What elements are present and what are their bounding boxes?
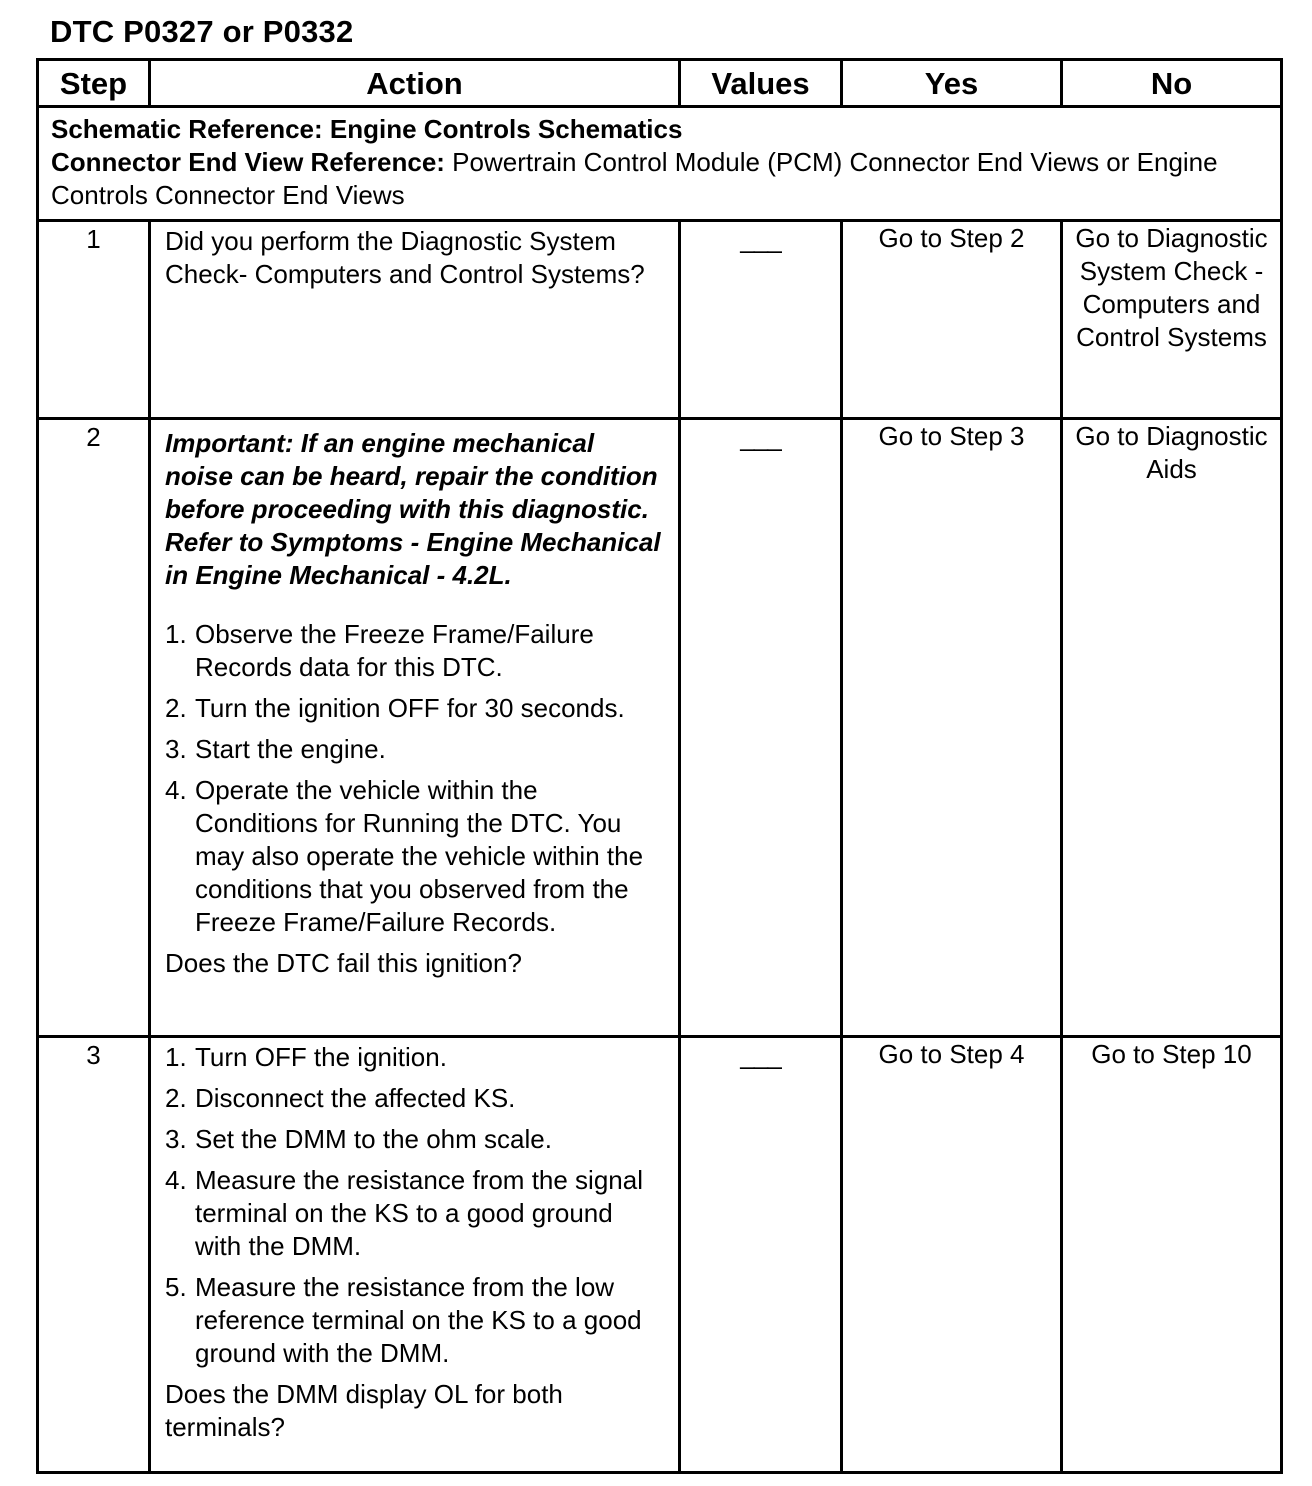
header-step: Step: [38, 60, 150, 107]
procedure-list: [165, 1041, 666, 1370]
no-cell: Go to Diagnostic System Check - Computers and Control Systems: [1062, 221, 1282, 419]
value-placeholder: ___: [740, 1040, 781, 1070]
header-action: Action: [150, 60, 680, 107]
list-item: 3. Set the DMM to the ohm scale.: [165, 1124, 552, 1154]
important-note: Important: If an engine mechanical noise can be heard, repair the condition before proceeding with this diagnostic. Refer to Symptoms - Engine Mechanical in Engine Mechanical - 4.2L.: [165, 428, 661, 590]
step-number: 2: [38, 419, 150, 1037]
no-cell: Go to Diagnostic Aids: [1062, 419, 1282, 1037]
yes-cell: Go to Step 2: [842, 221, 1062, 419]
list-item: 1. Observe the Freeze Frame/Failure Records data for this DTC.: [165, 619, 594, 682]
list-item: 1. Turn OFF the ignition.: [165, 1042, 447, 1072]
values-cell: [680, 221, 842, 419]
list-item: 4. Measure the resistance from the signal terminal on the KS to a good ground with the DMM.: [165, 1165, 643, 1261]
list-item: 2. Disconnect the affected KS.: [165, 1083, 516, 1113]
reference-row: [38, 107, 1282, 221]
action-cell: [150, 1037, 680, 1473]
question-text: Does the DMM display OL for both terminals?: [165, 1379, 563, 1442]
reference-cell: [38, 107, 1282, 221]
table-row: [38, 221, 1282, 419]
schematic-reference: Schematic Reference: Engine Controls Schematics: [51, 114, 683, 144]
diagnostic-table: [36, 58, 1283, 1474]
values-cell: [680, 1037, 842, 1473]
action-text: Did you perform the Diagnostic System Check- Computers and Control Systems?: [165, 226, 645, 289]
step-number: 1: [38, 221, 150, 419]
action-cell: [150, 221, 680, 419]
header-yes: Yes: [842, 60, 1062, 107]
procedure-list: [165, 618, 666, 939]
connector-reference: [51, 146, 1268, 212]
document-title: DTC P0327 or P0332: [50, 14, 354, 49]
header-no: No: [1062, 60, 1282, 107]
action-cell: [150, 419, 680, 1037]
values-cell: [680, 419, 842, 1037]
question-text: Does the DTC fail this ignition?: [165, 948, 522, 978]
list-item: 2. Turn the ignition OFF for 30 seconds.: [165, 693, 625, 723]
yes-cell: Go to Step 4: [842, 1037, 1062, 1473]
yes-cell: Go to Step 3: [842, 419, 1062, 1037]
table-row: [38, 1037, 1282, 1473]
list-item: 4. Operate the vehicle within the Conditions for Running the DTC. You may also operate the vehicle within the conditions that you observed from the Freeze Frame/Failure Records.: [165, 775, 644, 937]
header-row: [38, 60, 1282, 107]
no-cell: Go to Step 10: [1062, 1037, 1282, 1473]
step-number: 3: [38, 1037, 150, 1473]
list-item: 3. Start the engine.: [165, 734, 386, 764]
connector-reference-text: Powertrain Control Module (PCM) Connector End Views or Engine Controls Connector End Views: [51, 147, 1218, 210]
header-values: Values: [680, 60, 842, 107]
connector-reference-label: Connector End View Reference:: [51, 147, 445, 177]
table-row: [38, 419, 1282, 1037]
value-placeholder: ___: [740, 422, 781, 452]
value-placeholder: ___: [740, 224, 781, 254]
list-item: 5. Measure the resistance from the low reference terminal on the KS to a good ground with the DMM.: [165, 1272, 642, 1368]
